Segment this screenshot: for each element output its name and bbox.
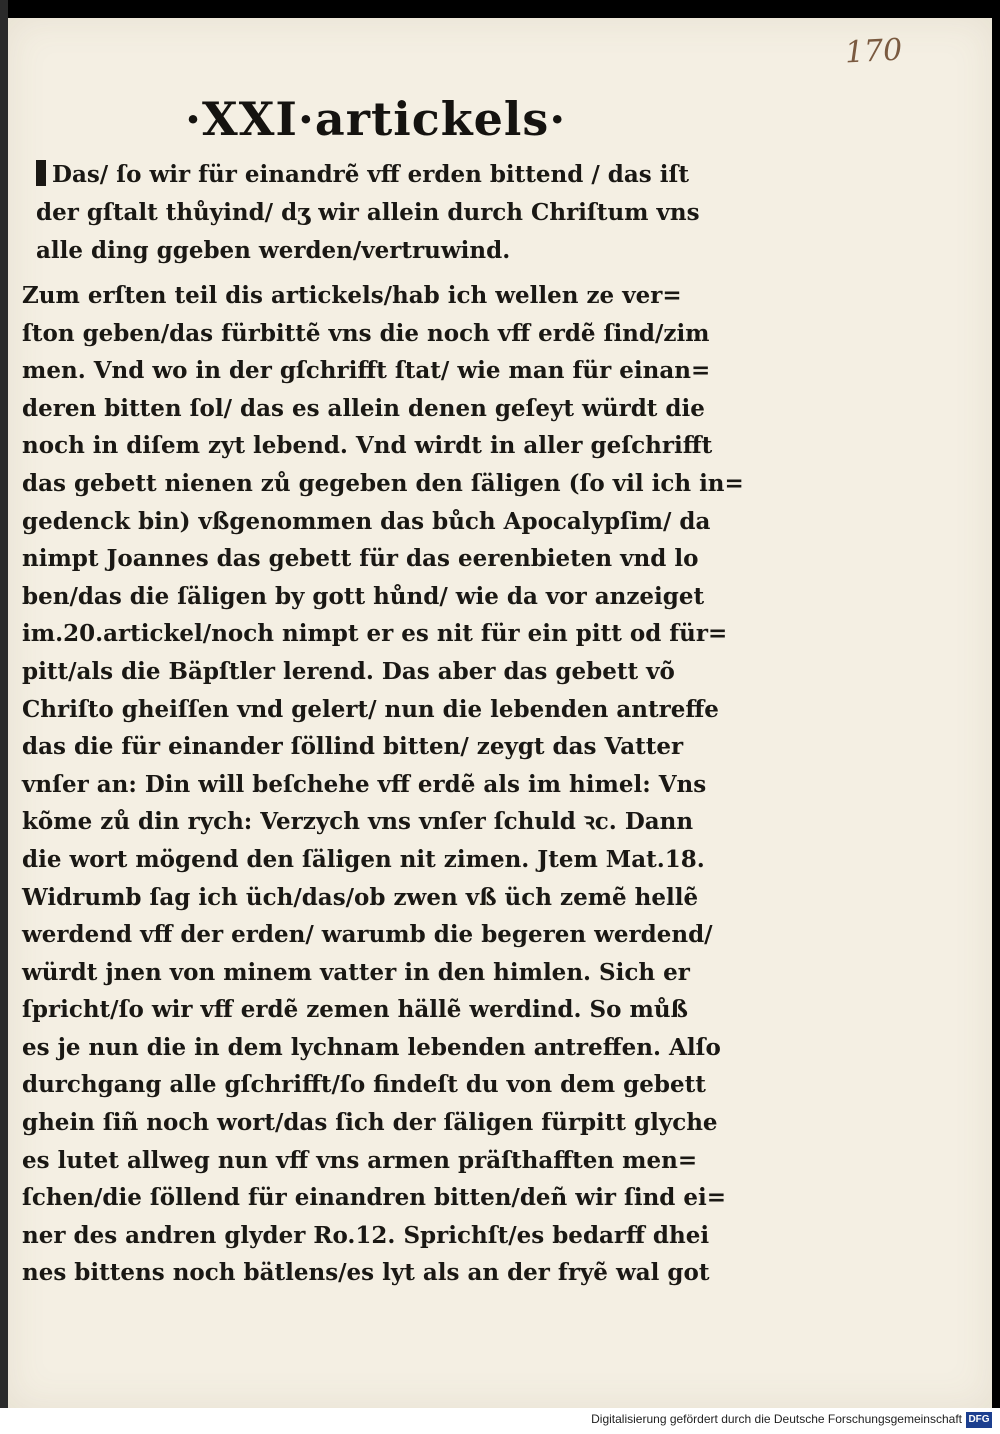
dfg-logo[interactable]: DFG	[966, 1412, 992, 1428]
body-line: ſpricht/ſo wir vff erdẽ zemen hällẽ werdind. So můß	[22, 996, 689, 1024]
body-line: men. Vnd wo in der gſchrifft ſtat/ wie man für einan=	[22, 357, 711, 385]
body-line: ghein ſiñ noch wort/das ſich der ſäligen fürpitt glyche	[22, 1109, 718, 1137]
body-line: gedenck bin) vßgenommen das bůch Apocalypſim/ da	[22, 507, 711, 535]
body-line: nes bittens noch bätlens/es lyt als an der fryẽ wal got	[22, 1259, 710, 1287]
page-number: 170	[844, 32, 904, 71]
body-line: Widrumb ſag ich üch/das/ob zwen vß üch zemẽ hellẽ	[22, 883, 699, 911]
body-line: kõme zů din rych: Verzych vns vnſer ſchuld ꝛc. Dann	[22, 808, 694, 836]
body-paragraph	[22, 277, 744, 1292]
body-line: ſchen/die ſöllend für einandren bitten/deñ wir ſind ei=	[22, 1184, 727, 1212]
body-line: nimpt Joannes das gebett für das eerenbieten vnd lo	[22, 545, 699, 573]
summary-paragraph	[36, 156, 700, 270]
footer-bar	[0, 1408, 1000, 1434]
funding-credit: Digitalisierung gefördert durch die Deutsche Forschungsgemeinschaft	[591, 1412, 962, 1426]
body-line: Chriſto gheiſſen vnd gelert/ nun die lebenden antreffe	[22, 695, 719, 723]
summary-line: der gſtalt thůyind/ dʒ wir allein durch Chriſtum vns	[36, 199, 700, 226]
page-heading: ·XXI·artickels·	[185, 92, 567, 146]
body-line: das die für einander ſöllind bitten/ zeygt das Vatter	[22, 733, 684, 761]
body-line: werdend vff der erden/ warumb die begeren werdend/	[22, 921, 713, 949]
body-line: ben/das die ſäligen by gott hůnd/ wie da vor anzeiget	[22, 582, 705, 610]
body-line: deren bitten ſol/ das es allein denen geſeyt würdt die	[22, 394, 705, 422]
body-line: vnſer an: Din will beſchehe vff erdẽ als im himel: Vns	[22, 770, 707, 798]
summary-line: alle ding ggeben werden/vertruwind.	[36, 237, 511, 264]
body-line: durchgang alle gſchrifft/ſo findeſt du von dem gebett	[22, 1071, 706, 1099]
body-line: es lutet allweg nun vff vns armen präſthafften men=	[22, 1146, 698, 1174]
body-line: das gebett nienen zů gegeben den ſäligen (ſo vil ich in=	[22, 469, 744, 497]
body-line: ſton geben/das fürbittẽ vns die noch vff erdẽ ſind/zim	[22, 319, 710, 347]
body-line: würdt jnen von minem vatter in den himlen. Sich er	[22, 958, 690, 986]
summary-line: Das/ ſo wir für einandrẽ vff erden bittend / das iſt	[36, 156, 700, 194]
body-line: pitt/als die Bäpſtler lerend. Das aber das gebett võ	[22, 657, 675, 685]
body-line: es je nun die in dem lychnam lebenden antreffen. Alſo	[22, 1033, 721, 1061]
scan-edge	[0, 0, 8, 1408]
body-line: Zum erſten teil dis artickels/hab ich wellen ze ver=	[22, 282, 682, 309]
body-line: ner des andren glyder Ro.12. Sprichſt/es bedarff dhei	[22, 1221, 710, 1249]
body-line: noch in diſem zyt lebend. Vnd wirdt in aller geſchrifft	[22, 432, 713, 460]
body-line: im.20.artickel/noch nimpt er es nit für ein pitt od für=	[22, 620, 728, 648]
body-line: die wort mögend den ſäligen nit zimen. Jtem Mat.18.	[22, 845, 705, 873]
